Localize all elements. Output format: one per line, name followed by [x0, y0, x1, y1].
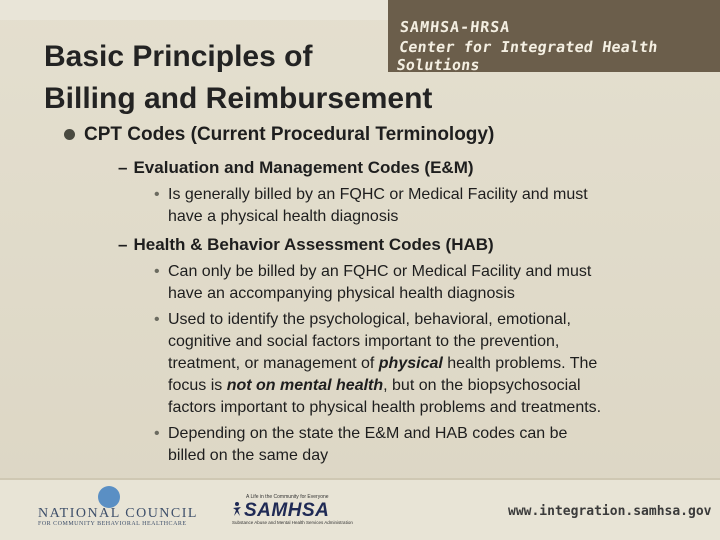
- bullet-dot-icon: •: [154, 263, 160, 280]
- website-link[interactable]: www.integration.samhsa.gov: [508, 504, 712, 519]
- footer-divider: [0, 478, 720, 480]
- bullet-hab-1: [154, 261, 720, 305]
- nc-name: NATIONAL COUNCIL: [38, 506, 198, 521]
- samhsa-figure-icon: [232, 502, 242, 516]
- bullet-text-line: Used to identify the psychological, behavioral, emotional,: [168, 311, 571, 328]
- bullet-text-line: have a physical health diagnosis: [168, 208, 399, 225]
- bullet-text-line: cognitive and social factors important to the prevention,: [168, 333, 560, 350]
- bullet-text-line: Is generally billed by an FQHC or Medical Facility and must: [168, 186, 588, 203]
- bullet-text-line: [168, 375, 720, 397]
- text-segment: focus is: [168, 377, 227, 394]
- bullet-dot-icon: •: [154, 425, 160, 442]
- title-line1: Basic Principles of: [44, 40, 313, 73]
- emphasis-not-mental-health: not on mental health: [226, 377, 384, 394]
- bullet-text-line: Can only be billed by an FQHC or Medical Facility and must: [168, 263, 592, 280]
- subheading-hab: [118, 235, 494, 255]
- bullet-text-line: factors important to physical health problems and treatments.: [168, 399, 602, 416]
- national-council-logo: [38, 486, 198, 526]
- em-heading-text: Evaluation and Management Codes (E&M): [133, 158, 474, 177]
- bullet-dot-icon: [64, 129, 75, 140]
- samhsa-tagline: A Life in the Community for Everyone: [246, 494, 329, 500]
- logo-line1: SAMHSA-HRSA: [399, 18, 512, 36]
- subheading-em: [118, 158, 474, 178]
- bullet-hab-2: [154, 309, 720, 419]
- bullet-cpt-text: CPT Codes (Current Procedural Terminology): [84, 124, 495, 145]
- logo-line2: Center for Integrated Health Solutions: [395, 38, 659, 74]
- samhsa-logo: [232, 494, 392, 530]
- title-line2: Billing and Reimbursement: [44, 82, 433, 115]
- cihs-logo: [392, 18, 704, 74]
- samhsa-name: SAMHSA: [244, 500, 330, 521]
- dash-icon: –: [118, 235, 128, 254]
- text-segment: health problems. The: [442, 355, 598, 372]
- bullet-hab-3: [154, 423, 720, 467]
- page-title: [44, 36, 432, 120]
- bullet-text-line: Depending on the state the E&M and HAB codes can be: [168, 425, 568, 442]
- dash-icon: –: [118, 158, 128, 177]
- nc-subtitle: FOR COMMUNITY BEHAVIORAL HEALTHCARE: [38, 521, 187, 527]
- text-segment: , but on the biopsychosocial: [383, 377, 581, 394]
- emphasis-physical: physical: [378, 355, 443, 372]
- hab-heading-text: Health & Behavior Assessment Codes (HAB): [133, 235, 494, 254]
- bullet-text-line: [168, 353, 720, 375]
- bullet-dot-icon: •: [154, 186, 160, 203]
- bullet-em-1: [154, 184, 720, 228]
- nc-emblem-icon: [98, 486, 120, 508]
- samhsa-subtitle: Substance Abuse and Mental Health Services Administration: [232, 520, 353, 525]
- bullet-text-line: have an accompanying physical health diagnosis: [168, 285, 515, 302]
- bullet-text-line: billed on the same day: [168, 447, 329, 464]
- text-segment: treatment, or management of: [168, 355, 379, 372]
- bullet-dot-icon: •: [154, 311, 160, 328]
